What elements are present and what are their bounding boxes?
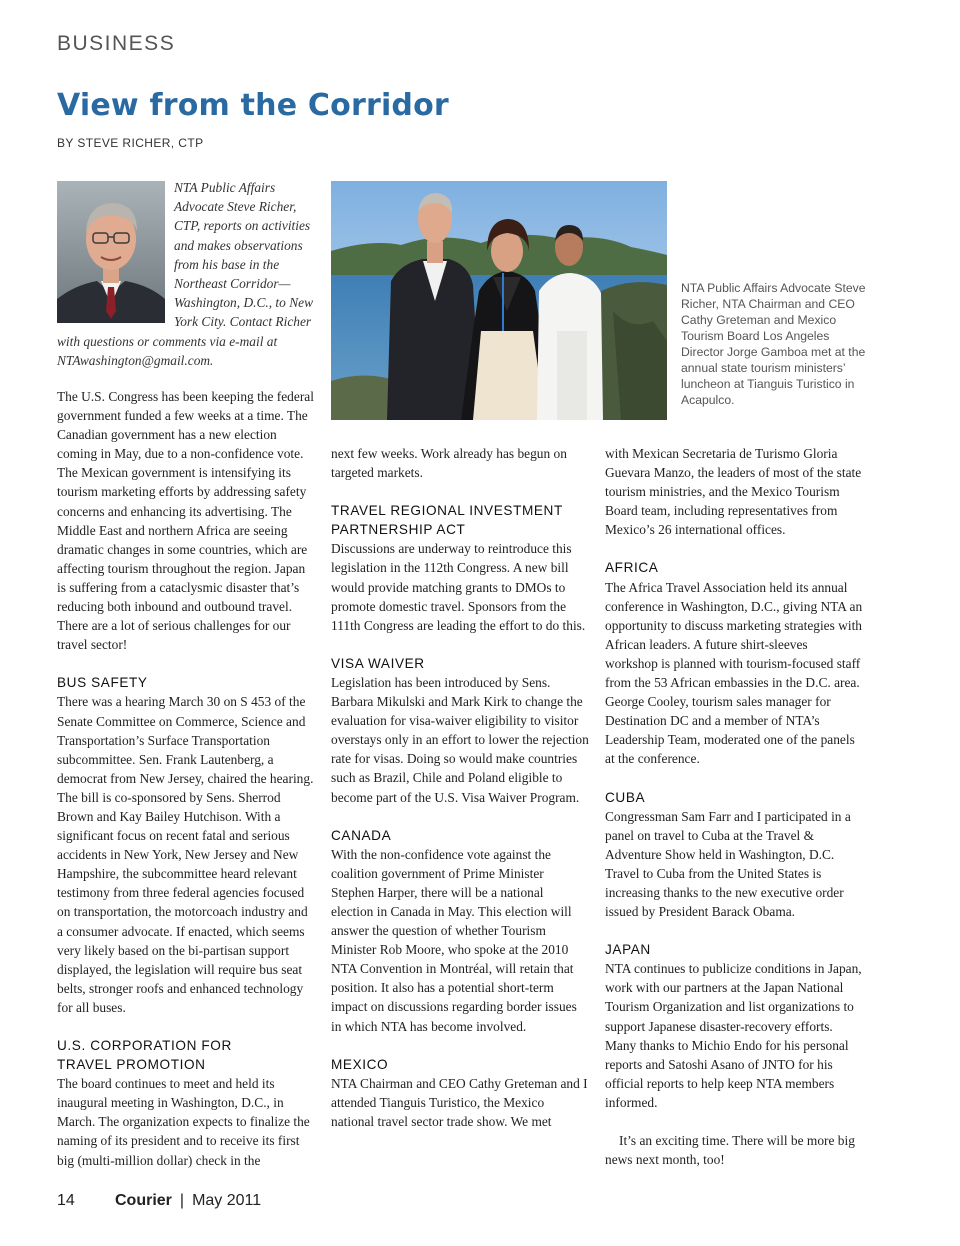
heading-regional-line-1: TRAVEL REGIONAL INVESTMENT [331, 503, 563, 519]
lead-paragraph: The U.S. Congress has been keeping the federal government funded a few weeks at a time. The Canadian government has a new election coming in May, due to a non-confidence vote. The Mexican government is intensifying its tourism marketing efforts by addressing safety concerns and enhancing its advertising. The Middle East and northern Africa are seeing dramatic changes in some countries, which are affecting tourism throughout the region. Japan is suffering from a cataclysmic disaster that’s reducing both inbound and outbound travel. There are a lot of serious challenges for our travel sector! [57, 389, 314, 653]
heading-africa: AFRICA [605, 560, 659, 576]
heading-corporation-line-1: U.S. CORPORATION FOR [57, 1038, 232, 1053]
regional-paragraph: Discussions are underway to reintroduce this legislation in the 112th Congress. A new bill would provide matching grants to DMOs to promote domestic travel. Sponsors from the 111th Congress are leading the effort to do this. [331, 541, 586, 633]
heading-corporation-travel-promotion [57, 1036, 315, 1074]
article-column-1 [57, 387, 315, 1170]
section-label: BUSINESS [57, 32, 176, 55]
publication-name: Courier [115, 1192, 172, 1209]
author-intro-text: NTA Public Affairs Advocate Steve Richer, CTP, reports on activities and makes observations from his base in the Northeast Corridor—Washington, D.C., to New York City. Contact Richer with questions or comments via e-mail at NTAwashington@gmail.com. [57, 180, 314, 368]
event-photo [331, 181, 667, 420]
photo-caption: NTA Public Affairs Advocate Steve Richer, NTA Chairman and CEO Cathy Greteman and Mexico Tourism Board Los Angeles Director Jorge Gamboa met at the annual state tourism ministers’ luncheon at Tianguis Turistico in Acapulco. [681, 281, 866, 407]
heading-regional-line-2: PARTNERSHIP ACT [331, 522, 466, 538]
heading-mexico: MEXICO [331, 1056, 389, 1072]
heading-japan: JAPAN [605, 942, 651, 958]
canada-paragraph: With the non-confidence vote against the coalition government of Prime Minister Stephen Harper, there will be a national election in Canada in May. This election will answer the question of whether Tourism Minister Rob Moore, who spoke at the 2010 NTA Convention in Montréal, will retain that position. It also has a potential short-term impact on discussions regarding border issues in which NTA has become involved. [331, 846, 577, 1034]
bus-safety-paragraph: There was a hearing March 30 on S 453 of the Senate Committee on Commerce, Science and Transportation’s Surface Transportation subcommittee. Sen. Frank Lautenberg, a democrat from New Jersey, chaired the hearing. The bill is co-sponsored by Sens. Sherrod Brown and Kay Bailey Hutchison. With a significant focus on recent fatal and serious accidents in New York, New Jersey and New Hampshire, the subcommittee heard relevant testimony from three federal agencies focused on transportation, the motorcoach industry and a consumer advocate. If enacted, which seems very likely based on the bi-partisan support displayed, the legislation will require bus seat belts, stronger roofs and enhanced technology for all buses. [57, 694, 314, 1015]
heading-canada: CANADA [331, 827, 392, 843]
heading-visa-waiver: VISA WAIVER [331, 655, 425, 671]
corporation-paragraph-part-1: The board continues to meet and held its inaugural meeting in Washington, D.C., in March. The organization expects to finalize the naming of its president and to receive its first big (multi-million dollar) check in the [57, 1076, 310, 1168]
mexico-paragraph-part-2: with Mexican Secretaria de Turismo Gloria Guevara Manzo, the leaders of most of the state tourism ministries, and the Mexico Tourism Board team, including representatives from Mexico’s 26 international offices. [605, 446, 862, 538]
author-intro [57, 178, 315, 370]
article-column-3 [605, 444, 863, 1169]
page-footer [57, 1192, 261, 1210]
heading-travel-regional-investment [331, 501, 589, 539]
footer-separator: | [179, 1192, 185, 1209]
closing-paragraph: It’s an exciting time. There will be more big news next month, too! [605, 1133, 855, 1168]
heading-cuba: CUBA [605, 789, 646, 805]
heading-bus-safety: BUS SAFETY [57, 675, 148, 691]
africa-paragraph: The Africa Travel Association held its annual conference in Washington, D.C., giving NTA an opportunity to discuss marketing strategies with African leaders. A future shirt-sleeves workshop is planned with tourism-focused staff from the 53 African embassies in the D.C. area. George Cooley, tourism sales manager for Destination DC and a member of NTA’s Leadership Team, moderated one of the panels at the conference. [605, 579, 863, 767]
visa-paragraph: Legislation has been introduced by Sens. Barbara Mikulski and Mark Kirk to change the evaluation for visa-waiver eligibility to visitor overstays only in an effort to lower the rejection rate for visas. Doing so would make countries such as Brazil, Chile and Poland eligible to become part of the U.S. Visa Waiver Program. [331, 674, 589, 805]
cuba-paragraph: Congressman Sam Farr and I participated in a panel on travel to Cuba at the Travel & Adventure Show held in Washington, D.C. Travel to Cuba from the United States is increasing thanks to the new executive order issued by President Barack Obama. [605, 808, 851, 920]
japan-paragraph: NTA continues to publicize conditions in Japan, work with our partners at the Japan National Tourism Organization and list organizations to support Japanese disaster-recovery efforts. Many thanks to Michio Endo for his personal reports and Satoshi Asano of JNTO for his official reports to help keep NTA members informed. [605, 961, 862, 1110]
issue-date: May 2011 [192, 1192, 262, 1209]
page-title: View from the Corridor [57, 88, 449, 123]
page-number: 14 [57, 1192, 75, 1209]
mexico-paragraph-part-1: NTA Chairman and CEO Cathy Greteman and I attended Tianguis Turistico, the Mexico national travel sector trade show. We met [331, 1075, 588, 1129]
heading-corporation-line-2: TRAVEL PROMOTION [57, 1057, 206, 1073]
corporation-paragraph-part-2: next few weeks. Work already has begun on targeted markets. [331, 446, 567, 481]
byline: BY STEVE RICHER, CTP [57, 136, 204, 150]
article-column-2 [331, 444, 589, 1131]
